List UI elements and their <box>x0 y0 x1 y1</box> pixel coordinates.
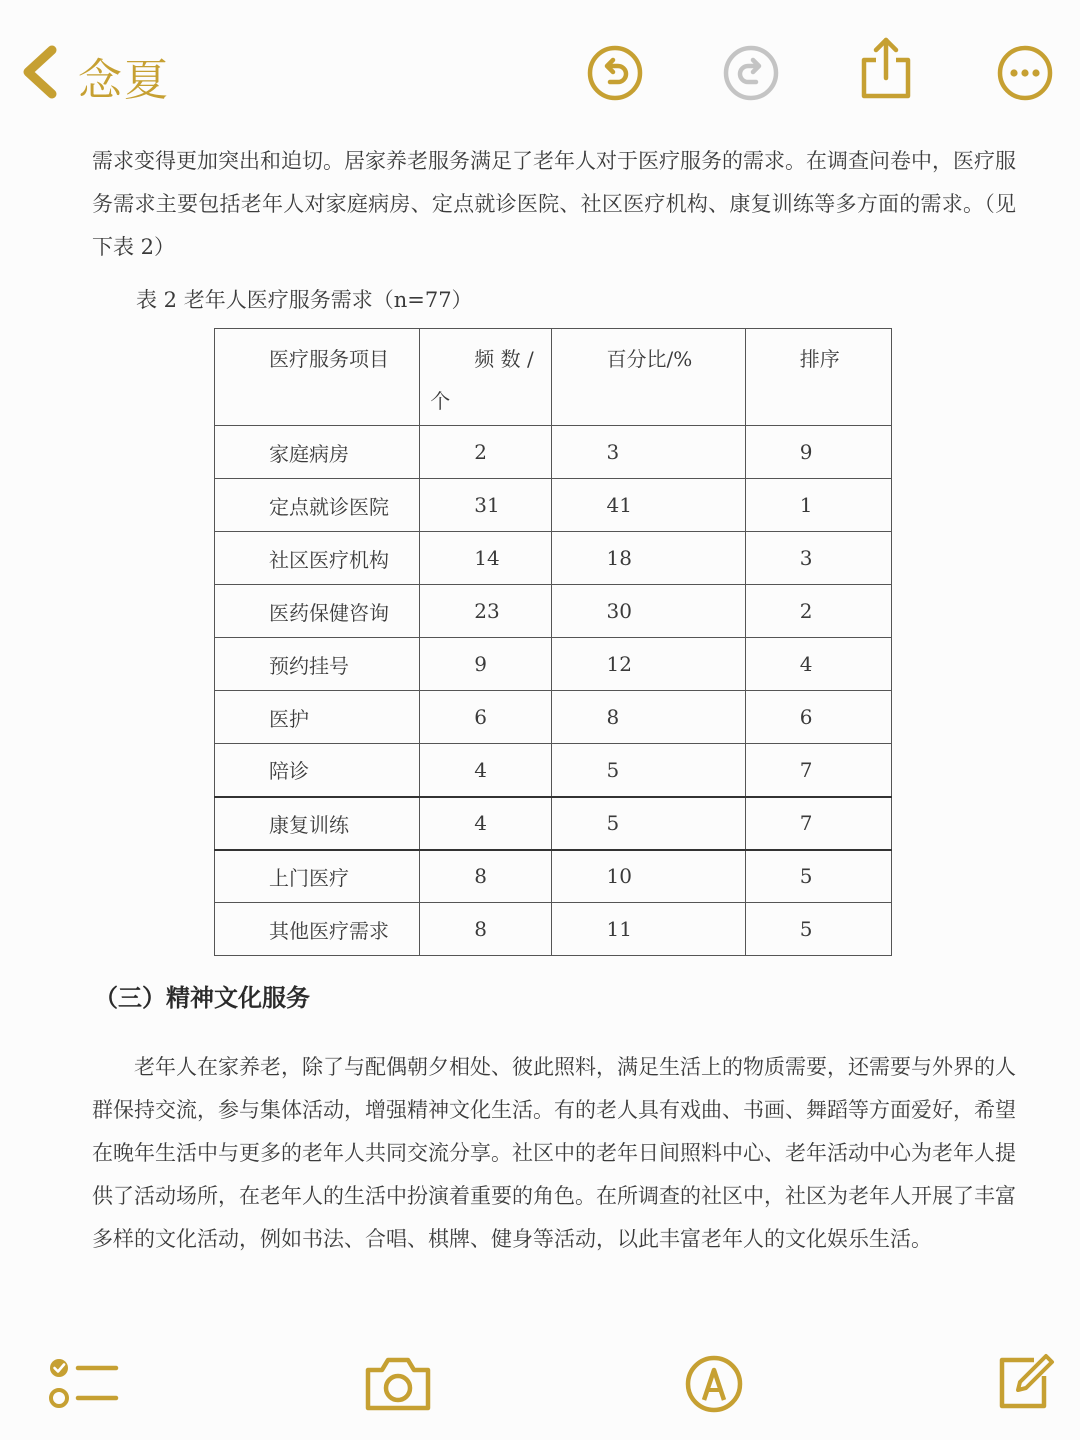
more-icon[interactable] <box>996 44 1054 102</box>
header-frequency-line1: 频 数 / <box>474 347 534 371</box>
table-row <box>215 638 892 691</box>
camera-icon[interactable] <box>362 1354 434 1414</box>
top-toolbar <box>0 0 1080 140</box>
back-title[interactable]: 念夏 <box>78 55 170 106</box>
cell-rank: 9 <box>745 426 891 479</box>
cell-percent: 8 <box>552 691 745 744</box>
cell-rank: 7 <box>745 744 891 797</box>
header-frequency <box>420 329 552 426</box>
cell-frequency: 9 <box>420 638 552 691</box>
markup-pen-icon[interactable] <box>684 1354 744 1414</box>
header-percent: 百分比/% <box>552 329 745 426</box>
cell-rank: 4 <box>745 638 891 691</box>
cell-rank: 5 <box>745 903 891 956</box>
cell-item: 医护 <box>215 691 420 744</box>
table-row <box>215 744 892 797</box>
redo-icon[interactable] <box>722 44 780 102</box>
undo-icon[interactable] <box>586 44 644 102</box>
table-caption: 表 2 老年人医疗服务需求（n=77） <box>136 288 473 312</box>
cell-rank: 1 <box>745 479 891 532</box>
cell-rank: 6 <box>745 691 891 744</box>
table-header-row <box>215 329 892 426</box>
cell-rank: 3 <box>745 532 891 585</box>
cell-rank: 5 <box>745 850 891 903</box>
compose-icon[interactable] <box>994 1352 1056 1414</box>
cell-frequency: 14 <box>420 532 552 585</box>
cell-percent: 10 <box>552 850 745 903</box>
table-row <box>215 479 892 532</box>
body-paragraph: 老年人在家养老，除了与配偶朝夕相处、彼此照料，满足生活上的物质需要，还需要与外界的人群保持交流，参与集体活动，增强精神文化生活。有的老人具有戏曲、书画、舞蹈等方面爱好，希望在晚年生活中与更多的老年人共同交流分享。社区中的老年日间照料中心、老年活动中心为老年人提供了活动场所，在老年人的生活中扮演着重要的角色。在所调查的社区中，社区为老年人开展了丰富多样的文化活动，例如书法、合唱、棋牌、健身等活动，以此丰富老年人的文化娱乐生活。 <box>92 1055 1016 1251</box>
chevron-left-icon[interactable] <box>18 44 62 100</box>
table-body <box>215 426 892 956</box>
share-icon[interactable] <box>856 34 916 102</box>
table-row <box>215 850 892 903</box>
section-title: （三）精神文化服务 <box>94 984 310 1012</box>
checklist-icon[interactable] <box>46 1356 122 1412</box>
bottom-toolbar <box>0 1340 1080 1440</box>
cell-item: 其他医疗需求 <box>215 903 420 956</box>
table-row <box>215 691 892 744</box>
cell-item: 定点就诊医院 <box>215 479 420 532</box>
cell-item: 康复训练 <box>215 797 420 850</box>
cell-item: 上门医疗 <box>215 850 420 903</box>
cell-item: 社区医疗机构 <box>215 532 420 585</box>
cell-percent: 3 <box>552 426 745 479</box>
cell-percent: 12 <box>552 638 745 691</box>
cell-percent: 5 <box>552 797 745 850</box>
table-row <box>215 426 892 479</box>
cell-percent: 5 <box>552 744 745 797</box>
table-row <box>215 797 892 850</box>
cell-frequency: 4 <box>420 744 552 797</box>
header-frequency-line2: 个 <box>430 389 451 413</box>
cell-percent: 11 <box>552 903 745 956</box>
intro-paragraph: 需求变得更加突出和迫切。居家养老服务满足了老年人对于医疗服务的需求。在调查问卷中，医疗服务需求主要包括老年人对家庭病房、定点就诊医院、社区医疗机构、康复训练等多方面的需求。（见下表 2） <box>92 149 1016 259</box>
cell-frequency: 23 <box>420 585 552 638</box>
cell-percent: 30 <box>552 585 745 638</box>
cell-frequency: 6 <box>420 691 552 744</box>
cell-percent: 18 <box>552 532 745 585</box>
cell-item: 家庭病房 <box>215 426 420 479</box>
cell-item: 陪诊 <box>215 744 420 797</box>
header-rank: 排序 <box>745 329 891 426</box>
cell-rank: 2 <box>745 585 891 638</box>
cell-item: 预约挂号 <box>215 638 420 691</box>
cell-rank: 7 <box>745 797 891 850</box>
medical-needs-table <box>214 328 892 956</box>
cell-frequency: 2 <box>420 426 552 479</box>
table-row <box>215 585 892 638</box>
header-item: 医疗服务项目 <box>215 329 420 426</box>
cell-item: 医药保健咨询 <box>215 585 420 638</box>
cell-frequency: 8 <box>420 850 552 903</box>
table-row <box>215 532 892 585</box>
cell-percent: 41 <box>552 479 745 532</box>
table-row <box>215 903 892 956</box>
cell-frequency: 4 <box>420 797 552 850</box>
cell-frequency: 8 <box>420 903 552 956</box>
cell-frequency: 31 <box>420 479 552 532</box>
